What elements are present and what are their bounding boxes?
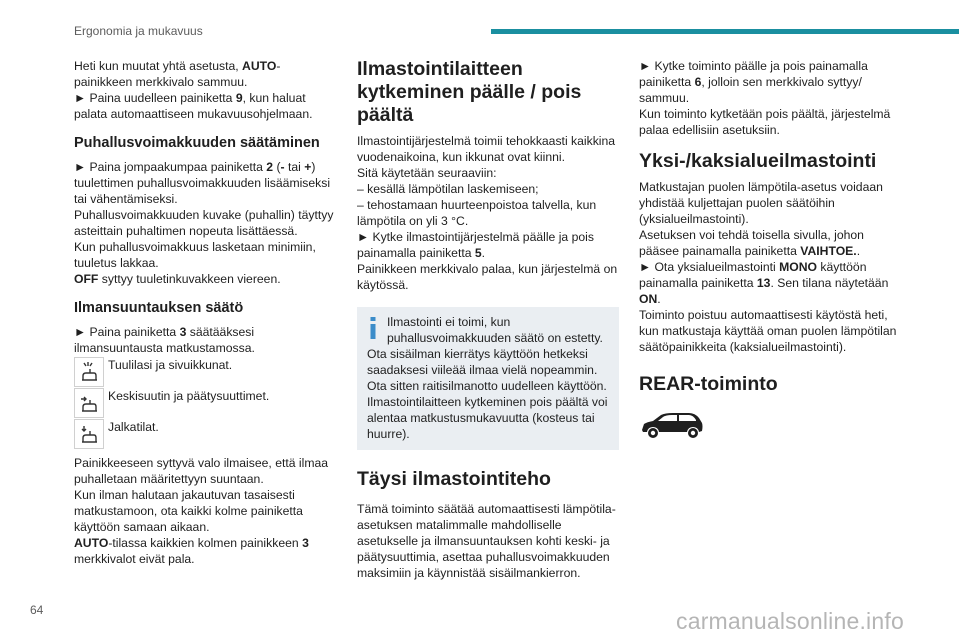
airflow-windscreen-icon	[74, 357, 104, 387]
column-middle	[357, 58, 619, 581]
text: -painikkeen merkkivalo sammuu.	[74, 59, 281, 89]
icon-row	[74, 388, 336, 418]
icon-row	[74, 357, 336, 387]
text: Heti kun muutat yhtä asetusta,	[74, 59, 243, 73]
icon-row	[74, 419, 336, 449]
paragraph: Kun puhallusvoimakkuus lasketaan minimiin, tuuletus lakkaa.	[74, 240, 316, 270]
paragraph	[74, 90, 336, 122]
paragraph	[74, 324, 336, 356]
text: , kun haluat palata automaattiseen mukavuusohjelmaan.	[74, 91, 313, 121]
header-accent-bar	[491, 29, 959, 34]
note-paragraph: Ilmastointilaitteen kytkeminen pois päältä voi alentaa matkustusmukavuutta (kosteus tai huurre).	[367, 395, 608, 441]
text: merkkivalot eivät pala.	[74, 552, 195, 566]
bold-text: VAIHTOE.	[800, 244, 857, 258]
icon-label: Jalkatilat.	[108, 420, 159, 434]
text: .	[657, 292, 661, 306]
paragraph	[74, 271, 336, 287]
text: ► Paina jompaakumpaa painiketta	[74, 160, 267, 174]
bold-text: 9	[235, 91, 243, 105]
paragraph: – kesällä lämpötilan laskemiseen;	[357, 182, 539, 196]
paragraph	[639, 227, 901, 259]
bold-text: +	[304, 160, 312, 174]
airflow-footwell-icon	[74, 419, 104, 449]
paragraph: Puhallusvoimakkuuden kuvake (puhallin) täyttyy asteittain puhaltimen nopeuta lisättäessä.	[74, 208, 334, 238]
bold-text: 5	[474, 246, 482, 260]
paragraph: Ilmastointijärjestelmä toimii tehokkaasti kaikkina vuodenaikoina, kun ikkunat ovat kiinni.	[357, 134, 616, 164]
car-suv-icon	[639, 410, 901, 446]
paragraph: – tehostamaan huurteenpoistoa talvella, kun lämpötila on yli 3 °C.	[357, 198, 597, 228]
paragraph	[74, 58, 336, 90]
paragraph	[357, 229, 619, 261]
bold-text: 6	[694, 75, 702, 89]
bold-text: 3	[302, 536, 309, 550]
note-paragraph: Ota sisäilman kierrätys käyttöön hetkeksi saadaksesi viileää ilmaa vielä nopeammin. Ota sitten raitisilmanotto uudelleen käyttöön.	[367, 347, 607, 393]
note-paragraph: Ilmastointi ei toimi, kun puhallusvoimakkuuden säätö on estetty.	[387, 315, 603, 345]
text: (	[273, 160, 281, 174]
text: ) tuulettimen puhallusvoimakkuuden lisäämiseksi tai vähentämiseksi.	[74, 160, 331, 206]
text: ► Paina painiketta	[74, 325, 180, 339]
paragraph: Painikkeen merkkivalo palaa, kun järjestelmä on käytössä.	[357, 262, 618, 292]
bold-text: 3	[179, 325, 187, 339]
paragraph: Sitä käytetään seuraaviin:	[357, 166, 497, 180]
heading-fan-speed: Puhallusvoimakkuuden säätäminen	[74, 135, 320, 151]
icon-label: Keskisuutin ja päätysuuttimet.	[108, 389, 270, 403]
bold-text: -	[280, 160, 285, 174]
column-left	[74, 58, 336, 567]
text: . Sen tilana näytetään	[770, 276, 889, 290]
watermark: carmanualsonline.info	[676, 608, 904, 634]
info-note	[357, 307, 619, 450]
bold-text: ON	[639, 292, 658, 306]
paragraph: Kun ilman halutaan jakautuvan tasaisesti matkustamoon, ota kaikki kolme painiketta käyttöön samaan aikaan.	[74, 488, 303, 534]
paragraph	[74, 535, 336, 567]
text: -tilassa kaikkien kolmen painikkeen	[108, 536, 303, 550]
heading-dual-zone: Yksi-/kaksialueilmastointi	[639, 150, 877, 172]
airflow-center-vents-icon	[74, 388, 104, 418]
bold-text: 2	[266, 160, 274, 174]
text: .	[856, 244, 861, 258]
heading-max-ac: Täysi ilmastointiteho	[357, 468, 551, 490]
page-number: 64	[30, 603, 44, 617]
paragraph: Kun toiminto kytketään pois päältä, järjestelmä palaa edellisiin asetuksiin.	[639, 107, 891, 137]
text: syttyy tuuletinkuvakkeen viereen.	[98, 272, 281, 286]
icon-label: Tuulilasi ja sivuikkunat.	[108, 358, 233, 372]
paragraph: Matkustajan puolen lämpötila-asetus voidaan yhdistää kuljettajan puolen säätöihin (yksialueilmastointi).	[639, 180, 883, 226]
paragraph	[74, 159, 336, 207]
text: ► Ota yksialueilmastointi	[639, 260, 780, 274]
text: .	[481, 246, 486, 260]
text: ► Kytke toiminto päälle ja pois painamalla painiketta	[639, 59, 868, 89]
page-header-title: Ergonomia ja mukavuus	[74, 24, 203, 38]
text: Asetuksen voi tehdä toisella sivulla, johon pääsee painamalla painiketta	[639, 228, 864, 258]
paragraph: Painikkeeseen syttyvä valo ilmaisee, että ilmaa puhalletaan määritettyyn suuntaan.	[74, 456, 329, 486]
bold-text: AUTO	[74, 536, 109, 550]
text: , jolloin sen merkkivalo syttyy/ sammuu.	[639, 75, 862, 105]
bold-text: MONO	[779, 260, 818, 274]
heading-ac-on-off: Ilmastointilaitteen kytkeminen päälle / pois päältä	[357, 58, 582, 126]
column-right	[639, 58, 901, 446]
paragraph: Tämä toiminto säätää automaattisesti lämpötila-asetuksen matalimmalle mahdolliselle asetukselle ja ilmansuuntauksen kohti keski- ja päätysuuttimia, asettaa puhallusvoimakkuuden maksimiin ja käynnistää sisäilmankierron.	[357, 502, 616, 580]
info-icon	[367, 317, 379, 339]
bold-text: AUTO	[242, 59, 277, 73]
heading-rear-function: REAR-toiminto	[639, 373, 778, 395]
text: ► Paina uudelleen painiketta	[74, 91, 236, 105]
bold-text: 13	[756, 276, 771, 290]
text: tai	[284, 160, 305, 174]
heading-air-direction: Ilmansuuntauksen säätö	[74, 300, 244, 316]
paragraph: Toiminto poistuu automaattisesti käytöstä heti, kun matkustaja käyttää oman puolen lämpötilan säätöpainikkeita (kaksialueilmastointi).	[639, 308, 897, 354]
bold-text: OFF	[74, 272, 99, 286]
paragraph	[639, 259, 901, 307]
text: käyttöön painamalla painiketta	[639, 260, 867, 290]
text: säätääksesi ilmansuuntausta matkustamossa.	[74, 325, 255, 355]
paragraph	[639, 58, 901, 106]
text: ► Kytke ilmastointijärjestelmä päälle ja pois painamalla painiketta	[357, 230, 594, 260]
